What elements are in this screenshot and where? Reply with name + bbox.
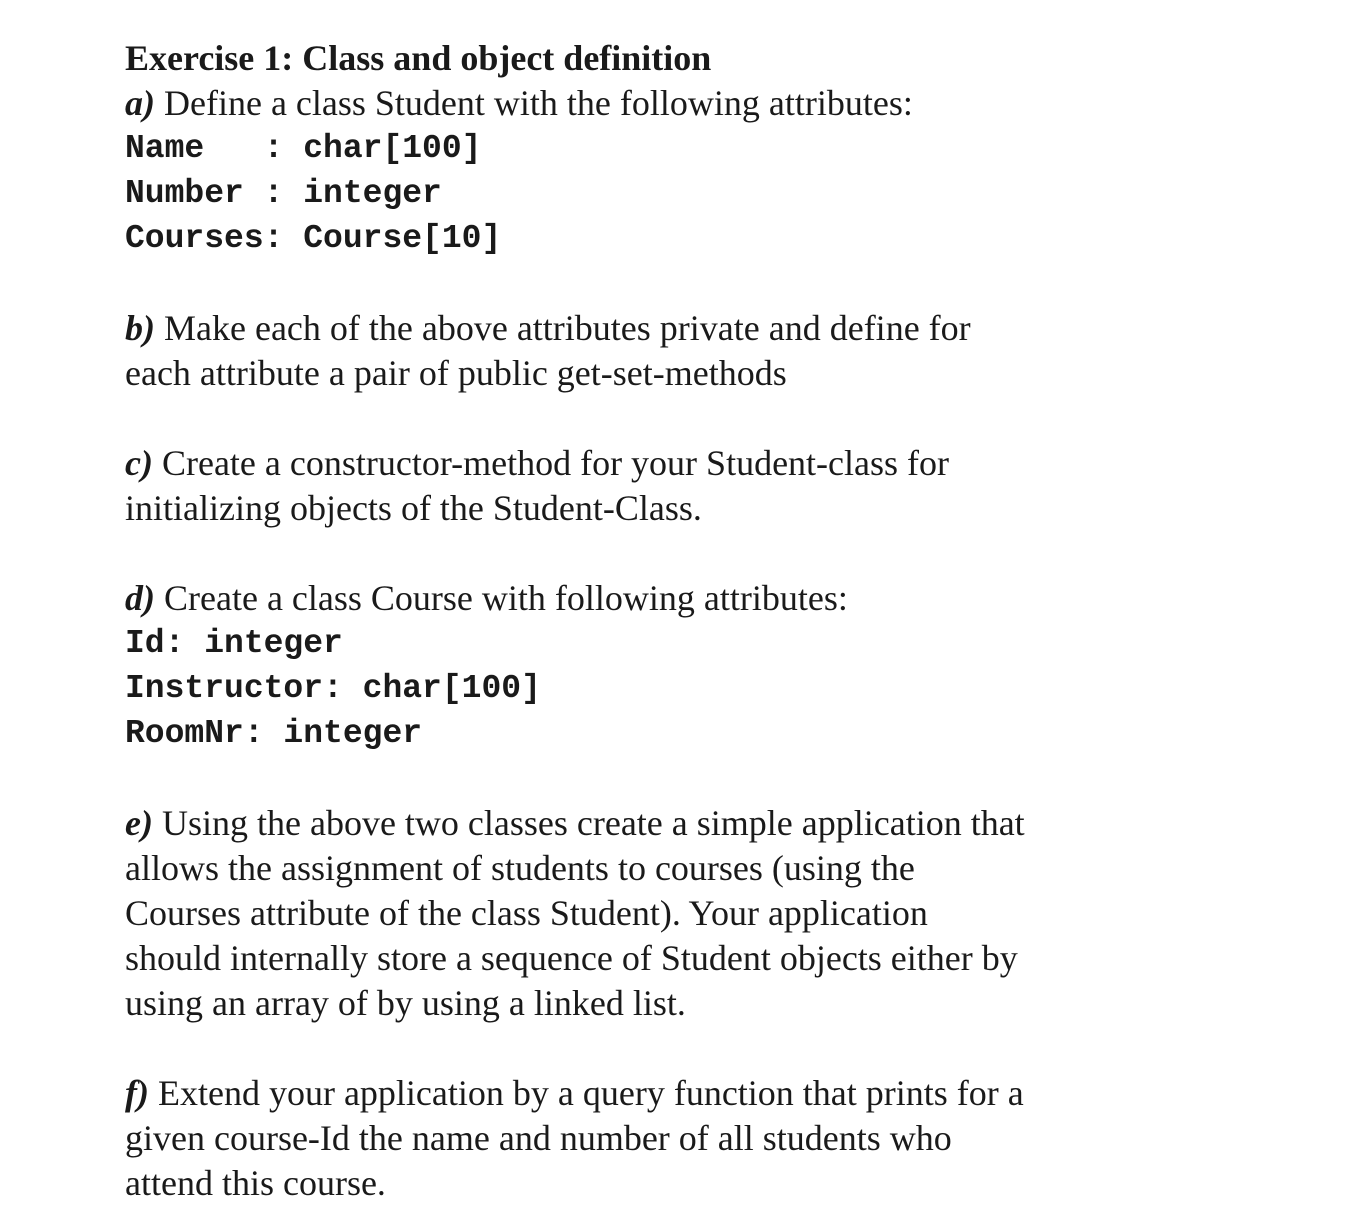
spacer [125, 396, 1125, 441]
exercise-document [125, 36, 1125, 1206]
part-b-line-1: Make each of the above attributes private and define for [155, 308, 971, 348]
part-c-label: c) [125, 443, 153, 483]
part-d-text: Create a class Course with following attributes: [155, 578, 848, 618]
part-e-line-2: allows the assignment of students to courses (using the [125, 848, 915, 888]
part-e-line-3: Courses attribute of the class Student). Your application [125, 893, 928, 933]
part-e-line-4: should internally store a sequence of Student objects either by [125, 938, 1018, 978]
spacer [125, 261, 1125, 306]
part-a [125, 81, 1125, 126]
student-attr-courses: Courses: Course[10] [125, 220, 502, 257]
part-f-line-2: given course-Id the name and number of all students who [125, 1118, 952, 1158]
part-a-text: Define a class Student with the following attributes: [155, 83, 913, 123]
part-b-label: b) [125, 308, 155, 348]
course-attr-instructor: Instructor: char[100] [125, 670, 541, 707]
part-e-label: e) [125, 803, 153, 843]
part-a-label: a) [125, 83, 155, 123]
part-b [125, 306, 1125, 351]
part-f-line-1: Extend your application by a query function that prints for a [148, 1073, 1024, 1113]
part-f-line-3: attend this course. [125, 1163, 386, 1203]
part-f [125, 1071, 1125, 1116]
course-attr-roomnr: RoomNr: integer [125, 715, 423, 752]
part-e [125, 801, 1125, 846]
exercise-title: Exercise 1: Class and object definition [125, 38, 712, 78]
spacer [125, 1026, 1125, 1071]
part-c-line-2: initializing objects of the Student-Class. [125, 488, 702, 528]
part-c-line-1: Create a constructor-method for your Student-class for [152, 443, 949, 483]
part-e-line-5: using an array of by using a linked list. [125, 983, 686, 1023]
part-d-label: d) [125, 578, 155, 618]
student-attr-name: Name : char[100] [125, 130, 482, 167]
spacer [125, 531, 1125, 576]
part-c [125, 441, 1125, 486]
course-attr-id: Id: integer [125, 625, 343, 662]
part-b-line-2: each attribute a pair of public get-set-methods [125, 353, 787, 393]
part-f-label: f) [125, 1073, 149, 1113]
part-d [125, 576, 1125, 621]
student-attr-number: Number : integer [125, 175, 442, 212]
part-e-line-1: Using the above two classes create a simple application that [152, 803, 1025, 843]
spacer [125, 756, 1125, 801]
